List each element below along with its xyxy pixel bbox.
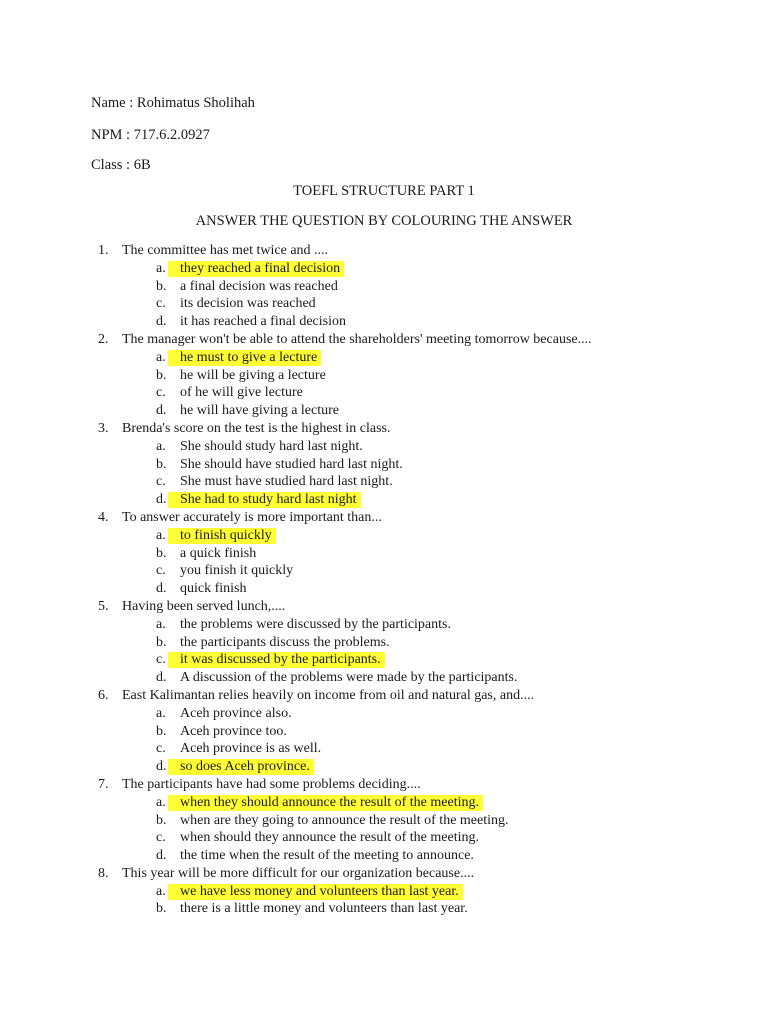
option-letter: b.: [156, 367, 167, 383]
option-text: he will be giving a lecture: [180, 367, 326, 383]
answer-option-highlighted: [0, 758, 768, 776]
question-item: [0, 420, 768, 438]
document-instruction: ANSWER THE QUESTION BY COLOURING THE ANSWER: [195, 213, 573, 229]
student-name: Name : Rohimatus Sholihah: [91, 95, 255, 111]
option-text: when are they going to announce the result of the meeting.: [180, 812, 509, 828]
question-number: 2.: [98, 331, 109, 347]
question-list: [0, 242, 768, 918]
question-text: East Kalimantan relies heavily on income from oil and natural gas, and....: [122, 687, 535, 703]
answer-option: [0, 313, 768, 331]
question-text: To answer accurately is more important than...: [122, 509, 382, 525]
option-text: so does Aceh province.: [180, 759, 310, 775]
option-text: Aceh province is as well.: [180, 741, 322, 757]
option-text: A discussion of the problems were made by the participants.: [180, 670, 518, 686]
option-letter: b.: [156, 812, 167, 828]
answer-option: [0, 473, 768, 491]
answer-option: [0, 723, 768, 741]
question-item: [0, 687, 768, 705]
answer-option: [0, 705, 768, 723]
option-text: She had to study hard last night: [180, 492, 357, 508]
answer-option: [0, 402, 768, 420]
answer-option: [0, 456, 768, 474]
question-number: 1.: [98, 243, 109, 258]
option-text: he must to give a lecture: [180, 349, 318, 365]
option-text: when should they announce the result of the meeting.: [180, 830, 479, 846]
question-number: 6.: [98, 687, 109, 703]
answer-option-highlighted: [0, 491, 768, 509]
option-letter: d.: [156, 759, 167, 775]
answer-option-highlighted: [0, 651, 768, 669]
option-letter: d.: [156, 314, 167, 330]
answer-option-highlighted: [0, 883, 768, 901]
option-letter: a.: [156, 349, 166, 365]
option-letter: c.: [156, 385, 166, 401]
answer-option: [0, 669, 768, 687]
question-item: [0, 598, 768, 616]
answer-option-highlighted: [0, 260, 768, 278]
option-letter: c.: [156, 474, 166, 490]
option-letter: b.: [156, 545, 167, 561]
option-text: there is a little money and volunteers than last year.: [180, 901, 468, 917]
option-text: the time when the result of the meeting to announce.: [180, 848, 474, 864]
option-text: the problems were discussed by the participants.: [180, 616, 451, 632]
option-letter: c.: [156, 830, 166, 846]
option-letter: a.: [156, 438, 166, 454]
answer-option: [0, 545, 768, 563]
question-number: 4.: [98, 509, 109, 525]
option-text: Aceh province too.: [180, 723, 287, 739]
answer-option: [0, 438, 768, 456]
question-item: [0, 509, 768, 527]
answer-option-highlighted: [0, 527, 768, 545]
option-text: the participants discuss the problems.: [180, 634, 390, 650]
answer-option: [0, 634, 768, 652]
answer-option: [0, 562, 768, 580]
option-letter: b.: [156, 634, 167, 650]
option-text: you finish it quickly: [180, 563, 294, 579]
student-npm: NPM : 717.6.2.0927: [91, 127, 210, 143]
option-letter: b.: [156, 723, 167, 739]
answer-option: [0, 740, 768, 758]
document-title: TOEFL STRUCTURE PART 1: [293, 183, 475, 199]
option-letter: d.: [156, 403, 167, 419]
option-text: it was discussed by the participants.: [180, 652, 381, 668]
option-text: of he will give lecture: [180, 385, 303, 401]
question-item: [0, 331, 768, 349]
question-text: The participants have had some problems deciding....: [122, 776, 421, 792]
question-text: Brenda's score on the test is the highest in class.: [122, 420, 391, 436]
question-text: The committee has met twice and ....: [122, 243, 329, 258]
question-item: [0, 865, 768, 883]
option-letter: a.: [156, 705, 166, 721]
option-letter: b.: [156, 456, 167, 472]
option-text: Aceh province also.: [180, 705, 292, 721]
option-text: quick finish: [180, 581, 247, 597]
option-text: a final decision was reached: [180, 278, 338, 294]
option-letter: c.: [156, 563, 166, 579]
answer-option-highlighted: [0, 349, 768, 367]
option-text: a quick finish: [180, 545, 257, 561]
question-item: [0, 776, 768, 794]
question-text: The manager won't be able to attend the shareholders' meeting tomorrow because....: [122, 331, 592, 347]
answer-option: [0, 295, 768, 313]
option-text: She should study hard last night.: [180, 438, 363, 454]
question-number: 3.: [98, 420, 109, 436]
answer-option: [0, 278, 768, 296]
option-letter: c.: [156, 652, 166, 668]
option-text: he will have giving a lecture: [180, 403, 339, 419]
option-letter: d.: [156, 670, 167, 686]
option-letter: c.: [156, 741, 166, 757]
answer-option: [0, 580, 768, 598]
option-letter: a.: [156, 883, 166, 899]
answer-option: [0, 616, 768, 634]
question-number: 8.: [98, 865, 109, 881]
question-text: Having been served lunch,....: [122, 598, 286, 614]
option-text: when they should announce the result of the meeting.: [180, 794, 479, 810]
question-number: 5.: [98, 598, 109, 614]
answer-option: [0, 367, 768, 385]
option-letter: a.: [156, 794, 166, 810]
option-text: they reached a final decision: [180, 260, 341, 276]
question-text: This year will be more difficult for our organization because....: [122, 865, 475, 881]
option-letter: d.: [156, 848, 167, 864]
answer-option: [0, 812, 768, 830]
question-item: [0, 242, 768, 260]
option-text: She should have studied hard last night.: [180, 456, 403, 472]
answer-option: [0, 384, 768, 402]
option-letter: d.: [156, 492, 167, 508]
answer-option: [0, 900, 768, 918]
option-letter: b.: [156, 278, 167, 294]
question-number: 7.: [98, 776, 109, 792]
answer-option-highlighted: [0, 794, 768, 812]
option-letter: a.: [156, 527, 166, 543]
option-letter: d.: [156, 581, 167, 597]
option-letter: a.: [156, 616, 166, 632]
option-text: its decision was reached: [180, 296, 316, 312]
answer-option: [0, 829, 768, 847]
option-letter: a.: [156, 260, 166, 276]
student-class: Class : 6B: [91, 157, 151, 173]
option-text: She must have studied hard last night.: [180, 474, 393, 490]
option-text: it has reached a final decision: [180, 314, 346, 330]
answer-option: [0, 847, 768, 865]
option-text: to finish quickly: [180, 527, 272, 543]
option-letter: c.: [156, 296, 166, 312]
option-text: we have less money and volunteers than last year.: [180, 883, 459, 899]
option-letter: b.: [156, 901, 167, 917]
